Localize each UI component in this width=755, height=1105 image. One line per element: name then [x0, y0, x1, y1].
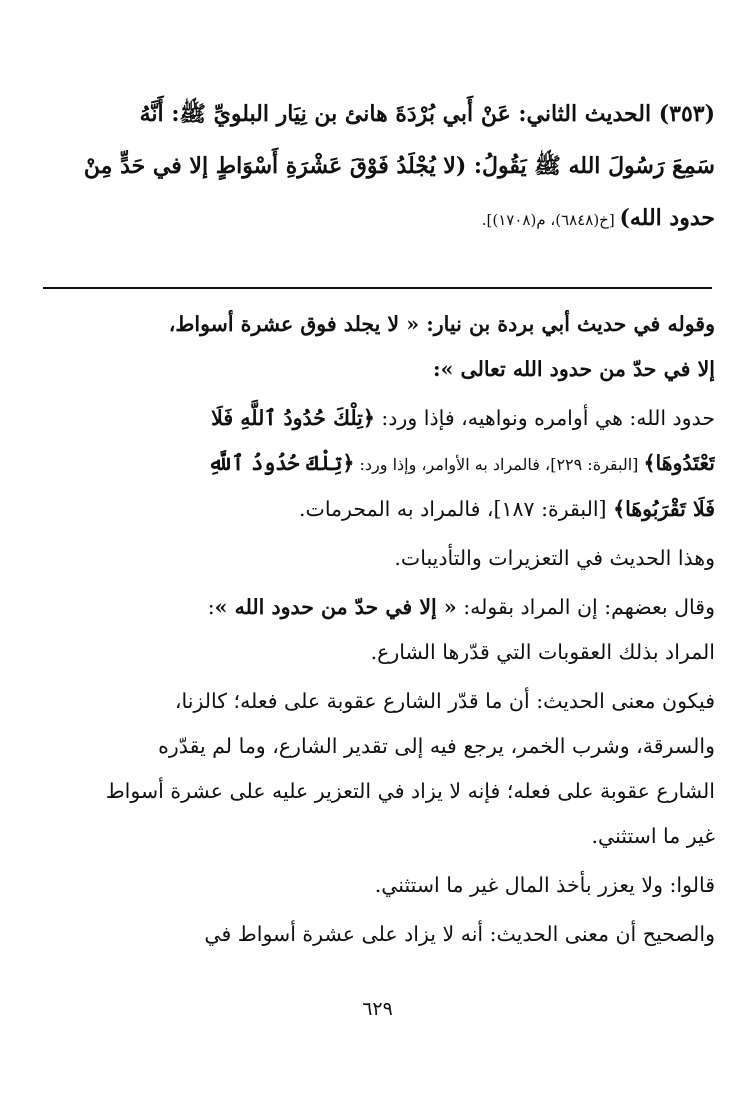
paragraph-7 [40, 912, 715, 957]
paragraph-3-line-1: وهذا الحديث في التعزيرات والتأديبات. [394, 546, 715, 570]
paragraph-1 [40, 302, 715, 392]
paragraph-2-line-3 [40, 487, 715, 532]
hadith-end: حدود الله) [619, 205, 715, 231]
separator-rule [43, 287, 712, 289]
paragraph-4-line-1 [40, 585, 715, 630]
paragraph-2-line-2 [40, 441, 715, 487]
text-run: حدود الله: هي أوامره ونواهيه، فإذا ورد: [374, 406, 715, 430]
commentary-text [40, 302, 715, 961]
quran-verse: ﴿تِلْكَ حُدُودُ ٱللَّهِ [208, 451, 355, 475]
paragraph-1-line-2: إلا في حدّ من حدود الله تعالى »: [433, 357, 715, 381]
paragraph-1-line-1: وقوله في حديث أبي بردة بن نيار: « لا يجلد فوق عشرة أسواط، [168, 312, 715, 336]
text-run: وقال بعضهم: إن المراد بقوله: [456, 595, 715, 619]
paragraph-5 [40, 679, 715, 859]
text-run: : [207, 595, 215, 619]
hadith-reference: [خ(٦٨٤٨)، م(١٧٠٨)]. [481, 211, 620, 229]
text-run: [البقرة: ٢٢٩]، فالمراد به الأوامر، وإذا ورد: [354, 455, 644, 474]
hadith-line-3 [40, 192, 715, 246]
paragraph-5-line-2: والسرقة، وشرب الخمر، يرجع فيه إلى تقدير الشارع، وما لم يقدّره [158, 734, 715, 758]
hadith-line-1: (٣٥٣) الحديث الثاني: عَنْ أَبي بُرْدَةَ هانئ بن نِيَار البلويِّ ﷺ: أَنَّهُ [139, 101, 715, 127]
hadith-line-2: سَمِعَ رَسُولَ الله ﷺ يَقُولُ: (لا يُجْلَدُ فَوْقَ عَشْرَةِ أَسْوَاطٍ إلا في حَدٍّ مِنْ [83, 153, 715, 179]
hadith-text [40, 88, 715, 246]
paragraph-2 [40, 396, 715, 532]
paragraph-5-line-3: الشارع عقوبة على فعله؛ فإنه لا يزاد في التعزير عليه على عشرة أسواط [105, 779, 715, 803]
paragraph-6-line-1: قالوا: ولا يعزر بأخذ المال غير ما استثني. [374, 873, 715, 897]
paragraph-4-line-2: المراد بذلك العقوبات التي قدّرها الشارع. [370, 640, 715, 664]
paragraph-5-line-4: غير ما استثني. [591, 824, 715, 848]
paragraph-4 [40, 585, 715, 675]
quran-verse: فَلَا تَقْرَبُوهَا﴾ [613, 497, 715, 521]
paragraph-7-line-1: والصحيح أن معنى الحديث: أنه لا يزاد على عشرة أسواط في [204, 922, 715, 946]
paragraph-2-line-1 [40, 396, 715, 441]
quran-verse: ﴿تِلْكَ حُدُودُ ٱللَّهِ فَلَا [211, 406, 375, 430]
paragraph-6 [40, 863, 715, 908]
quran-verse: تَعْتَدُوهَا﴾ [643, 451, 715, 475]
paragraph-3 [40, 536, 715, 581]
page-number: ٦٢٩ [362, 998, 393, 1020]
text-run: [البقرة: ١٨٧]، فالمراد به المحرمات. [299, 497, 614, 521]
quoted-phrase: « إلا في حدّ من حدود الله » [214, 595, 457, 619]
paragraph-5-line-1: فيكون معنى الحديث: أن ما قدّر الشارع عقوبة على فعله؛ كالزنا، [174, 689, 715, 713]
